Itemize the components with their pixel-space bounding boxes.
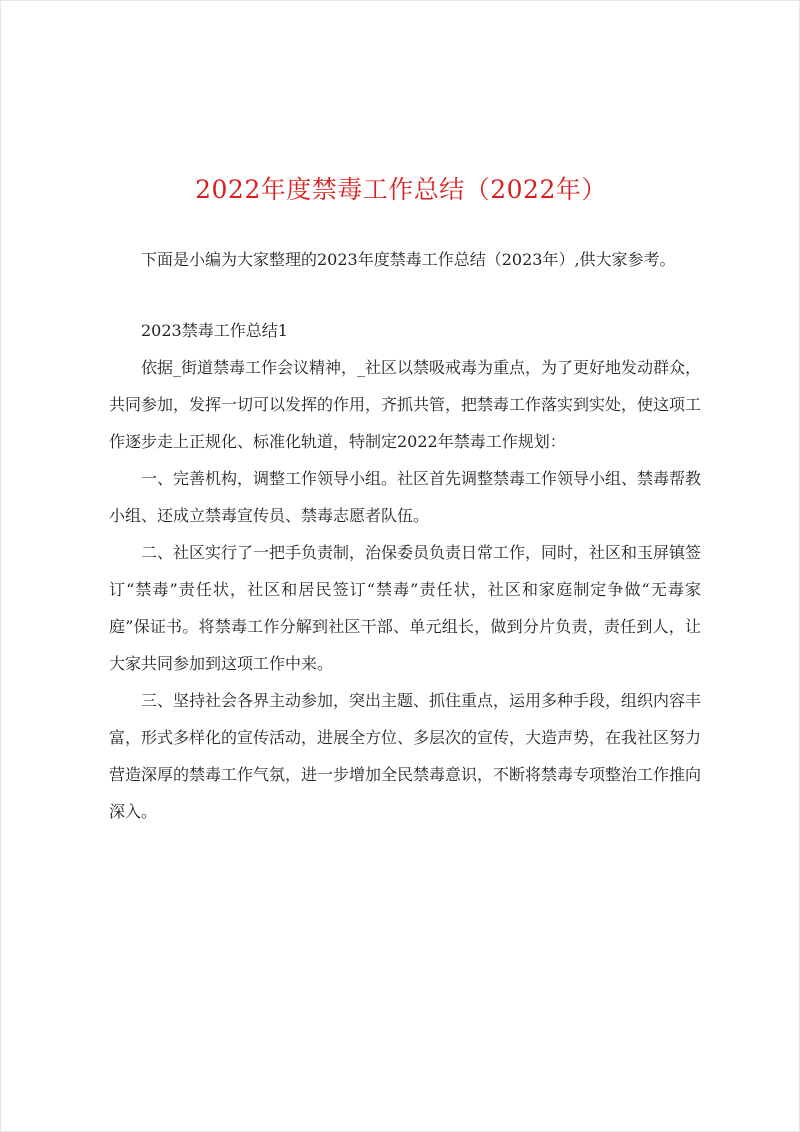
- body-paragraph-2: 一、完善机构，调整工作领导小组。社区首先调整禁毒工作领导小组、禁毒帮教小组、还成立禁毒宣传员、禁毒志愿者队伍。: [109, 469, 702, 525]
- document-body: [109, 241, 701, 830]
- body-paragraph-4: 三、坚持社会各界主动参加，突出主题、抓住重点，运用多种手段，组织内容丰富，形式多样化的宣传活动，进展全方位、多层次的宣传，大造声势，在我社区努力营造深厚的禁毒工作气氛，进一步增加全民禁毒意识，不断将禁毒专项整治工作推向深入。: [109, 691, 702, 821]
- body-paragraph-1: 依据_街道禁毒工作会议精神，_社区以禁吸戒毒为重点，为了更好地发动群众，共同参加，发挥一切可以发挥的作用，齐抓共管，把禁毒工作落实到实处，使这项工作逐步走上正规化、标准化轨道，特制定2022年禁毒工作规划：: [109, 358, 702, 451]
- section-heading: 2023禁毒工作总结1: [141, 321, 288, 340]
- body-paragraph-3: 二、社区实行了一把手负责制，治保委员负责日常工作，同时，社区和玉屏镇签订“禁毒”责任状，社区和居民签订“禁毒”责任状，社区和家庭制定争做“无毒家庭”保证书。将禁毒工作分解到社区干部、单元组长，做到分片负责，责任到人，让大家共同参加到这项工作中来。: [109, 543, 702, 673]
- intro-paragraph: 下面是小编为大家整理的2023年度禁毒工作总结（2023年）,供大家参考。: [141, 250, 676, 269]
- document-title: 2022年度禁毒工作总结（2022年）: [195, 175, 607, 204]
